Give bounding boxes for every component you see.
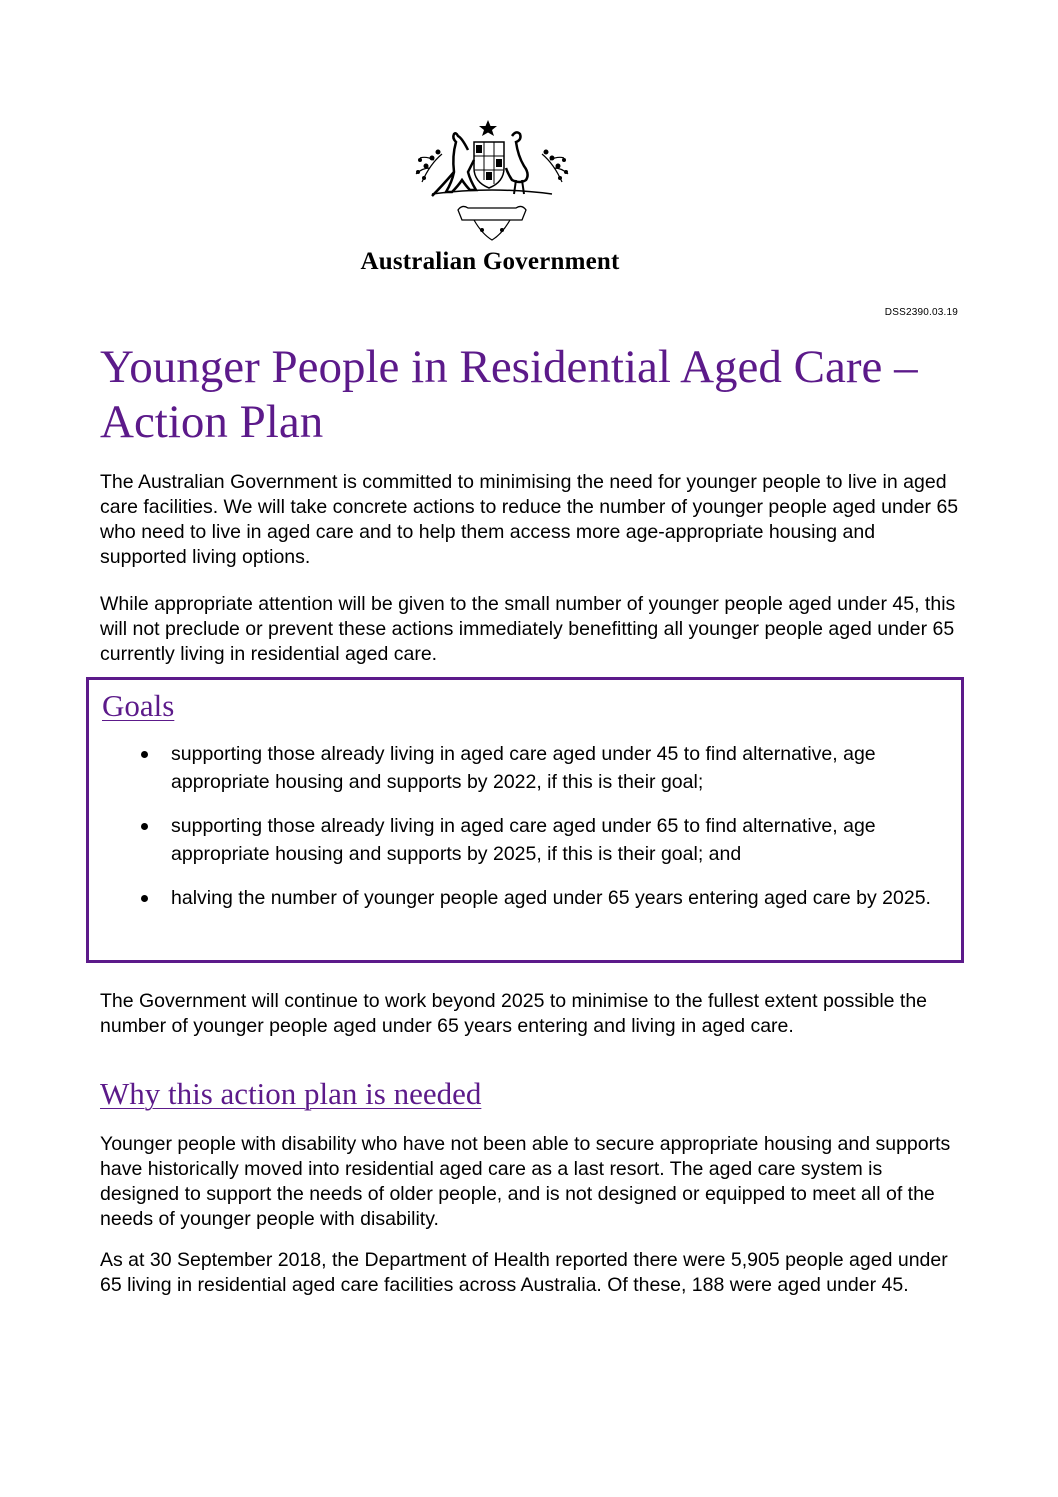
goals-heading: Goals bbox=[102, 688, 175, 723]
page-title: Younger People in Residential Aged Care – Action Plan bbox=[100, 341, 918, 448]
goal-item bbox=[171, 740, 951, 796]
australian-coat-of-arms-icon bbox=[412, 116, 572, 246]
bullet-icon bbox=[141, 895, 148, 902]
goal-item-text: halving the number of younger people aged under 65 years entering aged care by 2025. bbox=[171, 887, 931, 909]
bullet-icon bbox=[141, 751, 148, 758]
goal-item-text: supporting those already living in aged care aged under 45 to find alternative, age appropriate housing and supports by 2022, if this is their goal; bbox=[171, 743, 876, 793]
intro-paragraph-1: The Australian Government is committed to minimising the need for younger people to live in aged care facilities. We will take concrete actions to reduce the number of younger people aged under 65 who need to live in aged care and to help them access more age-appropriate housing and supported living options. bbox=[100, 471, 959, 568]
intro-paragraph-2: While appropriate attention will be given to the small number of younger people aged under 45, this will not preclude or prevent these actions immediately benefitting all younger people aged under 65 currently living in residential aged care. bbox=[100, 593, 956, 665]
after-goals-paragraph: The Government will continue to work beyond 2025 to minimise to the fullest extent possible the number of younger people aged under 65 years entering and living in aged care. bbox=[100, 990, 928, 1037]
goal-item-text: supporting those already living in aged care aged under 65 to find alternative, age appropriate housing and supports by 2025, if this is their goal; and bbox=[171, 815, 876, 865]
goal-item bbox=[171, 812, 951, 868]
why-needed-heading: Why this action plan is needed bbox=[100, 1076, 482, 1111]
government-name bbox=[0, 248, 980, 276]
goals-list bbox=[171, 740, 951, 928]
document-code: DSS2390.03.19 bbox=[884, 307, 958, 318]
goals-box bbox=[86, 677, 964, 963]
why-needed-paragraph-2: As at 30 September 2018, the Department of Health reported there were 5,905 people aged under 65 living in residential aged care facilities across Australia. Of these, 188 were aged under 45. bbox=[100, 1249, 948, 1296]
government-name-text: Australian Government bbox=[360, 248, 620, 275]
why-needed-paragraph-1: Younger people with disability who have not been able to secure appropriate housing and supports have historically moved into residential aged care as a last resort. The aged care system is designed to support the needs of older people, and is not designed or equipped to meet all of the needs of younger people with disability. bbox=[100, 1133, 951, 1230]
goal-item bbox=[171, 884, 951, 912]
bullet-icon bbox=[141, 823, 148, 830]
